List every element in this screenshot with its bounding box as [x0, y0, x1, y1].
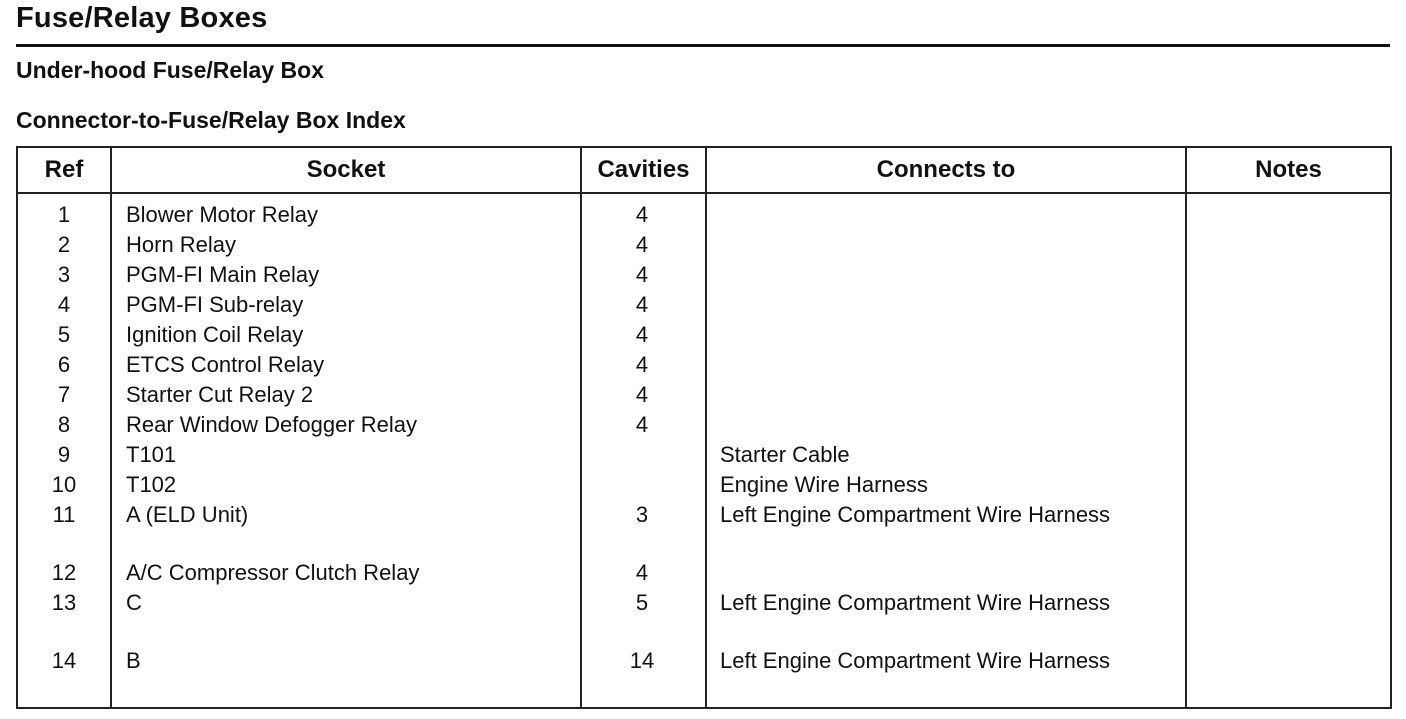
socket-cell: ETCS Control Relay [126, 352, 325, 377]
column-header-socket: Socket [306, 156, 386, 183]
cavities-cell: 5 [635, 590, 649, 615]
column-header-cavities: Cavities [597, 156, 690, 183]
table-row [18, 350, 1390, 380]
ref-cell: 12 [51, 560, 77, 585]
socket-cell: T101 [126, 442, 177, 467]
cavities-cell: 4 [635, 202, 649, 227]
socket-cell: PGM-FI Main Relay [126, 262, 320, 287]
ref-cell: 11 [52, 502, 76, 527]
cavities-cell [582, 440, 702, 470]
column-header-ref: Ref [44, 156, 84, 183]
ref-cell: 9 [57, 442, 71, 467]
cavities-cell: 4 [635, 232, 649, 257]
socket-cell: A/C Compressor Clutch Relay [126, 560, 420, 585]
table-row [18, 588, 1390, 618]
ref-cell: 4 [57, 292, 71, 317]
connector-index-table [16, 146, 1392, 709]
socket-cell: B [126, 648, 141, 673]
cavities-cell: 4 [635, 352, 649, 377]
ref-cell: 13 [51, 590, 77, 615]
socket-cell: C [126, 590, 142, 615]
cavities-cell: 14 [629, 648, 655, 673]
socket-cell: Horn Relay [126, 232, 237, 257]
connects-to-cell: Left Engine Compartment Wire Harness [720, 648, 1111, 673]
title-divider [16, 44, 1390, 47]
table-row [18, 410, 1390, 440]
table-row [18, 646, 1390, 676]
cavities-cell: 4 [635, 382, 649, 407]
cavities-cell: 4 [635, 322, 649, 347]
table-row [18, 320, 1390, 350]
table-row [18, 558, 1390, 588]
socket-cell: Starter Cut Relay 2 [126, 382, 314, 407]
table-row [18, 500, 1390, 530]
cavities-cell: 4 [635, 292, 649, 317]
page-title: Fuse/Relay Boxes [16, 2, 268, 34]
socket-cell: Blower Motor Relay [126, 202, 318, 227]
connects-to-cell: Engine Wire Harness [720, 472, 928, 497]
table-row [18, 440, 1390, 470]
section-heading: Under-hood Fuse/Relay Box [16, 57, 324, 83]
ref-cell: 2 [57, 232, 71, 257]
cavities-cell: 4 [635, 412, 649, 437]
table-row [18, 290, 1390, 320]
table-row [18, 470, 1390, 500]
ref-cell: 5 [57, 322, 71, 347]
table-row [18, 260, 1390, 290]
cavities-cell [582, 470, 702, 500]
socket-cell: A (ELD Unit) [126, 502, 249, 527]
ref-cell: 6 [57, 352, 71, 377]
ref-cell: 1 [57, 202, 71, 227]
socket-cell: Rear Window Defogger Relay [126, 412, 418, 437]
column-header-notes: Notes [1255, 156, 1322, 183]
table-row [18, 200, 1390, 230]
header-divider [18, 192, 1390, 194]
socket-cell: PGM-FI Sub-relay [126, 292, 304, 317]
socket-cell: T102 [126, 472, 177, 497]
table-row [18, 380, 1390, 410]
ref-cell: 14 [51, 648, 77, 673]
ref-cell: 10 [51, 472, 77, 497]
socket-cell: Ignition Coil Relay [126, 322, 304, 347]
column-header-connects-to: Connects to [876, 156, 1016, 183]
ref-cell: 8 [57, 412, 71, 437]
cavities-cell: 4 [635, 560, 649, 585]
index-heading: Connector-to-Fuse/Relay Box Index [16, 107, 406, 133]
connects-to-cell: Left Engine Compartment Wire Harness [720, 590, 1111, 615]
connects-to-cell: Left Engine Compartment Wire Harness [720, 502, 1111, 527]
ref-cell: 7 [57, 382, 71, 407]
cavities-cell: 3 [635, 502, 649, 527]
connects-to-cell: Starter Cable [720, 442, 850, 467]
cavities-cell: 4 [635, 262, 649, 287]
ref-cell: 3 [57, 262, 71, 287]
table-row [18, 230, 1390, 260]
